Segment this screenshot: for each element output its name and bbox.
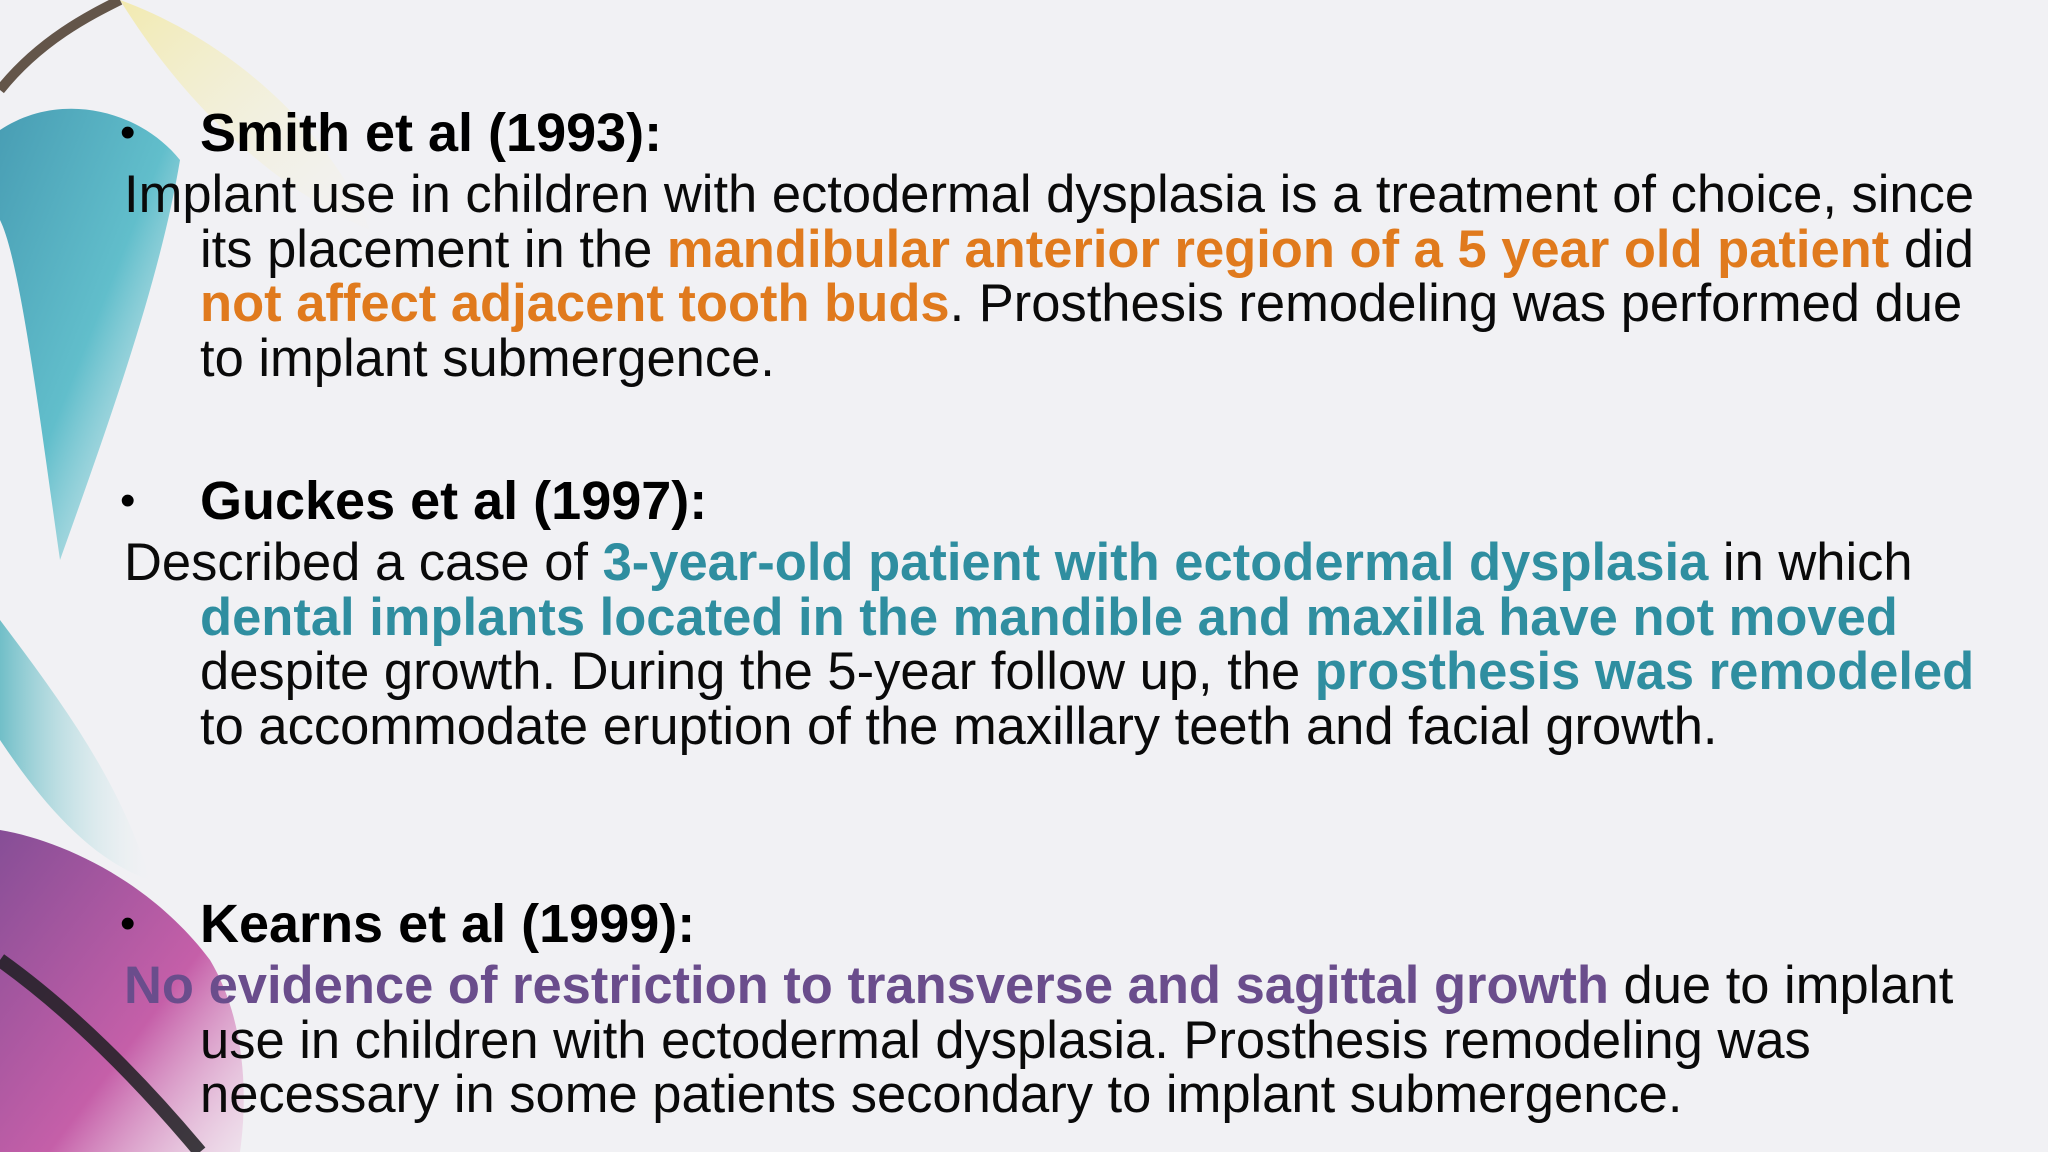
text-run: Described a case of xyxy=(124,533,603,592)
dark-stem-top xyxy=(0,0,120,90)
entry-kearns xyxy=(0,889,2048,1123)
highlight-purple: No evidence of restriction to transverse and sagittal growth xyxy=(124,956,1609,1015)
text-run: due to implant use in children with ectodermal dysplasia. Prosthesis remodeling was necessary in some patients secondary to implant submergence. xyxy=(200,956,1954,1124)
highlight-teal: prosthesis was remodeled xyxy=(1314,642,1975,701)
text-run: Implant use in children with ectodermal dysplasia is a treatment of choice, since its placement in the xyxy=(124,165,1975,279)
paragraph-guckes xyxy=(0,533,2010,756)
text-run: despite growth. During the 5-year follow up, the xyxy=(200,642,1315,701)
bullet: • xyxy=(120,108,136,157)
heading-kearns: Kearns et al (1999): xyxy=(200,894,696,954)
heading-guckes: Guckes et al (1997): xyxy=(200,471,708,531)
bullet: • xyxy=(120,899,136,948)
highlight-orange: mandibular anterior region of a 5 year old patient xyxy=(666,219,1890,279)
highlight-teal: 3-year-old patient with ectodermal dysplasia xyxy=(602,533,1709,592)
text-run: . Prosthesis remodeling was performed due to implant submergence. xyxy=(200,274,1963,388)
heading-smith: Smith et al (1993): xyxy=(200,103,663,163)
paragraph-smith xyxy=(0,165,2010,388)
highlight-teal: dental implants located in the mandible and maxilla have not moved xyxy=(200,587,1898,647)
text-run: in which xyxy=(1708,533,1913,592)
entry-guckes xyxy=(0,466,2048,754)
bullet: • xyxy=(120,476,136,525)
highlight-orange: not affect adjacent tooth buds xyxy=(200,274,950,333)
text-run: to accommodate eruption of the maxillary teeth and facial growth. xyxy=(200,696,1718,756)
entry-smith xyxy=(0,98,2048,386)
text-run: did xyxy=(1889,219,1974,279)
paragraph-kearns xyxy=(0,956,2010,1124)
